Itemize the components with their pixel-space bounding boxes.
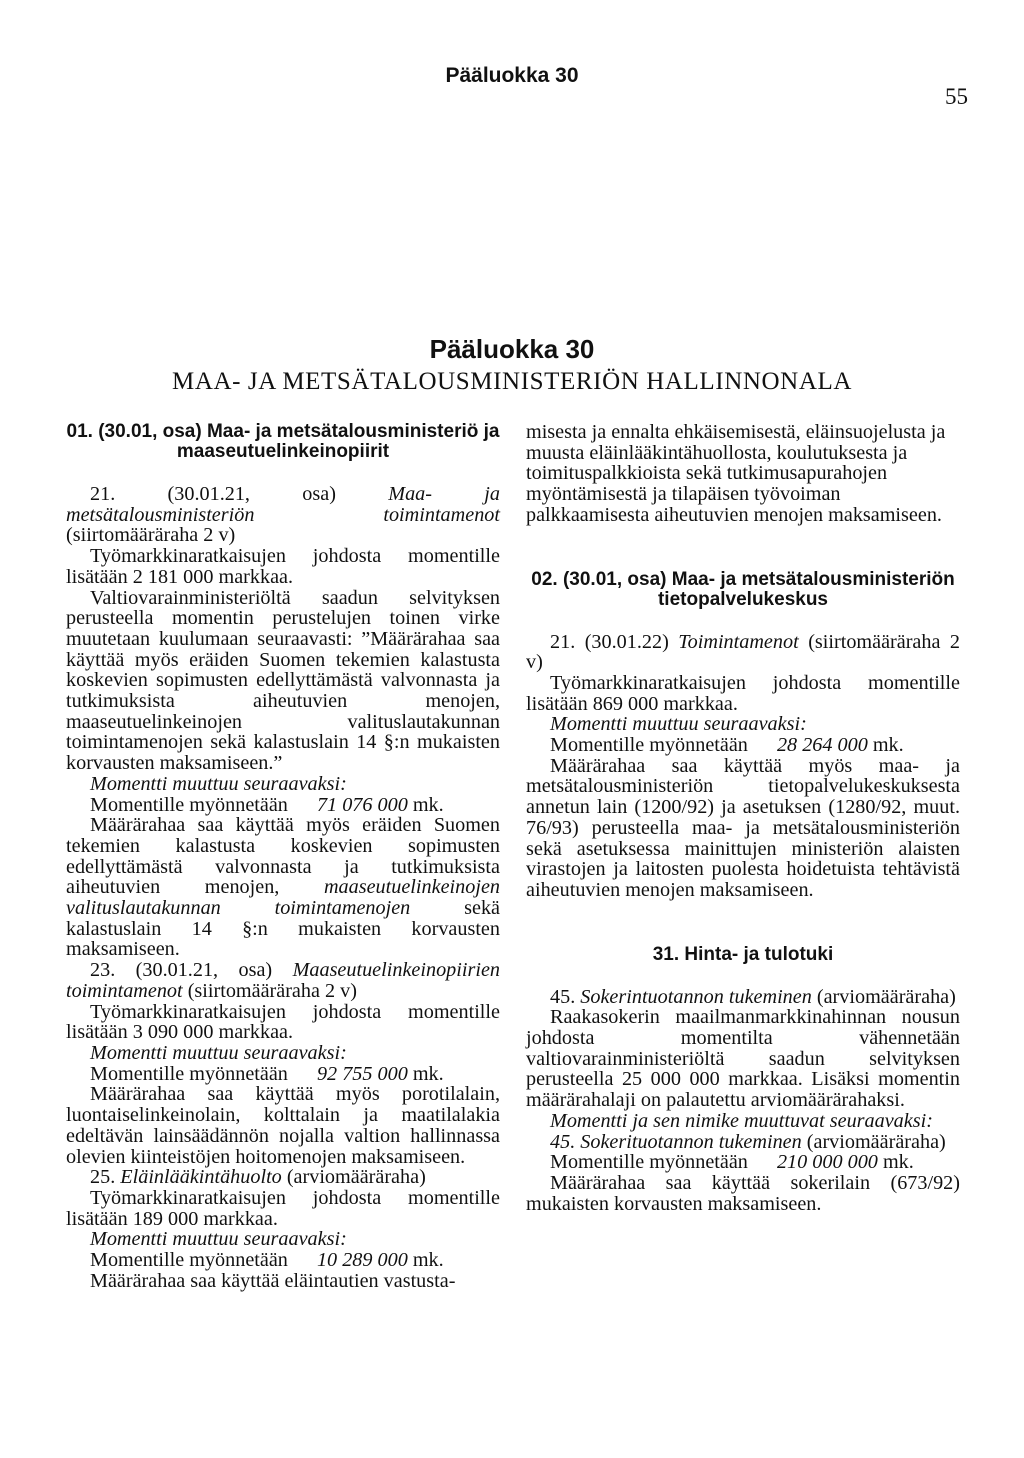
paragraph: Työmarkkinaratkaisujen johdosta momentille lisätään 3 090 000 markkaa. (66, 1000, 500, 1044)
grant-text: Momentille myönnetään (90, 1249, 288, 1272)
paragraph: Työmarkkinaratkaisujen johdosta momentille lisätään 2 181 000 markkaa. (66, 545, 500, 588)
item-type: (arviomääräraha) (816, 985, 956, 1008)
item-number: 45. (550, 985, 576, 1008)
item-type: (arviomääräraha) (806, 1130, 946, 1153)
paragraph: Työmarkkinaratkaisujen johdosta momentille lisätään 869 000 markkaa. (526, 671, 960, 715)
grant-line (66, 1064, 500, 1085)
item-type: (arviomääräraha) (286, 1166, 426, 1189)
item-45-paragraph (526, 987, 960, 1008)
item-25-paragraph (66, 1167, 500, 1188)
section-01-heading: 01. (30.01, osa) Maa- ja metsätalousministeriö ja maaseutuelinkeinopiirit (66, 421, 500, 462)
grant-text: Momentille myönnetään (90, 1062, 288, 1085)
item-number: 21. (30.01.22) (550, 630, 669, 653)
grant-unit: mk. (412, 1062, 444, 1085)
grant-text: Momentille myönnetään (550, 1151, 748, 1174)
item-name: Sokerituotannon tukeminen (580, 1130, 802, 1153)
change-note: Momentti muuttuu seuraavaksi: (90, 1228, 347, 1251)
paragraph: misesta ja ennalta ehkäisemisestä, eläinsuojelusta ja muusta eläinlääkintähuollosta, koulutuksesta ja toimituspalkkioista sekä tutkimusapurahojen myöntämisestä ja tilapäisen työvoiman palkkaamisesta aiheutuvien menojen maksamiseen. (526, 421, 946, 526)
grant-line (526, 1152, 960, 1173)
grant-text: Momentille myönnetään (90, 793, 288, 816)
item-name: Sokerintuotannon tukeminen (580, 985, 812, 1008)
item-name: Maaseutuelinkeinopiirien toimintamenot (66, 959, 500, 1002)
text-run-italic: maaseutuelinkeinojen valituslautakunnan toimintamenojen (66, 876, 500, 920)
section-31-heading: 31. Hinta- ja tulotuki (652, 943, 834, 965)
grant-unit: mk. (872, 734, 904, 757)
item-type: (siirtomääräraha 2 v) (187, 979, 357, 1002)
main-heading: Pääluokka 30 (429, 334, 595, 364)
grant-amount: 210 000 000 (776, 1151, 878, 1174)
text-run: Määrärahaa saa käyttää myös eräiden Suomen tekemien kalastusta koskevien sopimusten edellyttämästä valvonnasta ja tutkimuksista aiheutuvien menojen, (66, 814, 500, 899)
grant-unit: mk. (882, 1151, 914, 1174)
paragraph (66, 815, 500, 960)
text-run: sekä kalastuslain 14 §:n mukaisten korvausten maksamiseen. (66, 897, 500, 961)
change-note: Momentti muuttuu seuraavaksi: (550, 713, 807, 736)
paragraph: Määrärahaa saa käyttää myös porotilalain, luontaiselinkeinolain, kolttalain ja maatilalakia edeltävän lainsäädännön nojalla valtion hallinnassa olevien kiinteistöjen hoitomenojen maksamiseen. (66, 1083, 500, 1168)
grant-amount: 71 076 000 (316, 793, 408, 816)
item-45-new-title (526, 1132, 960, 1153)
change-note: Momentti muuttuu seuraavaksi: (90, 1041, 347, 1064)
paragraph: Määrärahaa saa käyttää myös maa- ja metsätalousministeriön tietopalvelukeskuksesta annetun lain (1200/92) ja asetuksen (1280/92, muut. 76/93) perusteella maa- ja metsätalousministeriön sekä asetuksessa mainittujen ministeriön alaisten virastojen ja laitosten puolesta hoidetuista tehtävistä aiheutuvien menojen maksamiseen. (526, 754, 960, 901)
item-21-paragraph (66, 484, 500, 546)
section-02-heading: 02. (30.01, osa) Maa- ja metsätalousministeriön tietopalvelukeskus (531, 568, 955, 610)
page-number: 55 (945, 84, 968, 109)
paragraph: Työmarkkinaratkaisujen johdosta momentille lisätään 189 000 markkaa. (66, 1186, 500, 1230)
main-subheading: MAA- JA METSÄTALOUSMINISTERIÖN HALLINNONALA (171, 368, 852, 395)
paragraph: Valtiovarainministeriöltä saadun selvityksen perusteella momentin perustelujen toinen virke muutetaan kuulumaan seuraavasti: ”Määrärahaa saa käyttää myös eräiden Suomen tekemien kalastusta koskevien sopimusten edellyttämästä valvonnasta ja tutkimuksista aiheutuvien menojen, maaseutuelinkeinojen valituslautakunnan toimintamenojen sekä kalastuslain 14 §:n mukaisten korvausten maksamiseen.” (66, 586, 500, 775)
item-name: Eläinlääkintähuolto (120, 1166, 282, 1189)
grant-line (66, 795, 500, 816)
grant-amount: 28 264 000 (776, 734, 868, 757)
grant-unit: mk. (412, 1249, 444, 1272)
item-type: (siirtomääräraha 2 v) (526, 630, 961, 674)
change-note: Momentti ja sen nimike muuttuvat seuraavaksi: (550, 1109, 933, 1132)
item-number: 21. (30.01.21, osa) (90, 483, 336, 505)
change-note: Momentti muuttuu seuraavaksi: (90, 772, 347, 795)
item-name: Toimintamenot (678, 630, 799, 653)
grant-line (526, 735, 960, 756)
grant-text: Momentille myönnetään (550, 734, 748, 757)
item-number: 45. (550, 1130, 576, 1153)
left-column (66, 422, 500, 1291)
item-21-paragraph (526, 632, 960, 673)
item-number: 23. (30.01.21, osa) (90, 959, 273, 982)
paragraph: Määrärahaa saa käyttää eläintautien vastusta- (90, 1269, 456, 1292)
item-type: (siirtomääräraha 2 v) (66, 524, 236, 547)
right-column (526, 422, 960, 1214)
paragraph: Raakasokerin maailmanmarkkinahinnan nousun johdosta momentilta vähennetään valtiovarainministeriöltä saadun selvityksen perusteella 25 000 000 markkaa. Lisäksi momentin määrärahalaji on palautettu arviomäärärahaksi. (526, 1006, 960, 1112)
item-name: Maa- ja metsätalousministeriön toimintamenot (66, 483, 501, 526)
running-head: Pääluokka 30 (445, 64, 579, 87)
grant-unit: mk. (412, 793, 444, 816)
grant-amount: 92 755 000 (316, 1062, 408, 1085)
grant-amount: 10 289 000 (316, 1249, 408, 1272)
item-23-paragraph (66, 960, 500, 1001)
item-number: 25. (90, 1166, 116, 1189)
grant-line (66, 1250, 500, 1271)
paragraph: Määrärahaa saa käyttää sokerilain (673/92) mukaisten korvausten maksamiseen. (526, 1171, 960, 1215)
